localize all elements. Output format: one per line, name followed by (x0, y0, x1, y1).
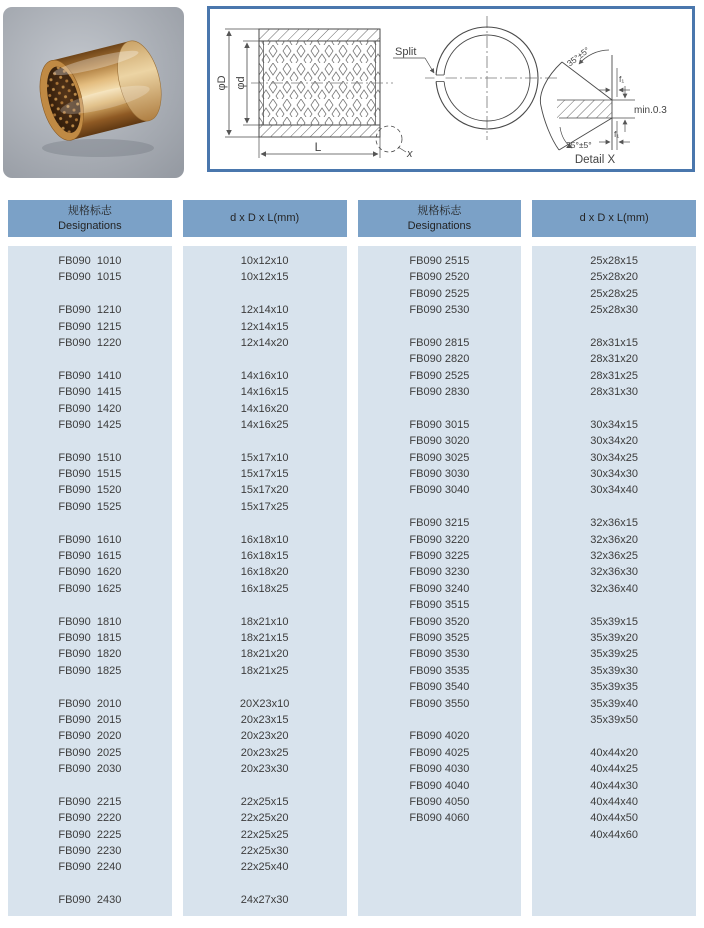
designation-cell: FB090 1220 (58, 336, 122, 349)
designation-cell: FB090 1615 (58, 550, 122, 563)
dimension-cell: 28x31x20 (590, 353, 638, 366)
header-designations-right (358, 200, 522, 237)
designations-column-right (358, 246, 522, 916)
dimension-cell (183, 286, 347, 302)
technical-drawing (207, 6, 695, 172)
dimension-cell: 35x39x15 (590, 615, 638, 628)
dimension-cell: 24x27x30 (240, 894, 289, 907)
dimension-cell (532, 319, 696, 335)
designation-cell: FB090 3020 (409, 435, 470, 448)
header-dimensions-left-label: d x D x L(mm) (230, 212, 300, 225)
designation-cell: FB090 1620 (58, 566, 122, 579)
designation-cell: FB090 3525 (409, 631, 470, 644)
inner-diameter-label: φd (235, 76, 247, 90)
dimension-cell: 14x16x20 (240, 402, 289, 415)
dimension-cell: 15x17x25 (240, 500, 289, 513)
dimension-cell: 30x34x25 (590, 451, 638, 464)
designation-cell: FB090 1410 (58, 369, 122, 382)
end-view (393, 16, 559, 140)
designation-cell: FB090 3240 (409, 582, 470, 595)
designation-cell (8, 433, 172, 449)
designation-cell: FB090 1510 (58, 451, 122, 464)
designation-cell: FB090 1610 (58, 533, 122, 546)
dimension-cell: 32x36x20 (590, 533, 638, 546)
dimension-cell: 32x36x25 (590, 550, 638, 563)
designation-cell: FB090 2515 (409, 255, 470, 267)
dimension-cell: 28x31x25 (590, 369, 638, 382)
designation-cell (8, 597, 172, 613)
designation-cell: FB090 2030 (58, 763, 122, 776)
dimension-cell: 40x44x60 (590, 828, 638, 841)
dimension-cell (532, 597, 696, 613)
dimension-cell (532, 859, 696, 875)
dimension-cell: 14x16x15 (240, 386, 289, 399)
dimension-cell (183, 597, 347, 613)
designation-cell (8, 679, 172, 695)
designation-cell (358, 712, 522, 728)
designation-cell: FB090 2225 (58, 828, 122, 841)
designation-cell: FB090 1425 (58, 418, 122, 431)
designation-cell (358, 827, 522, 843)
designation-cell: FB090 4050 (409, 795, 470, 808)
designation-cell: FB090 2525 (409, 287, 470, 300)
designation-cell: FB090 2820 (409, 353, 470, 366)
header-designations-right-zh: 规格标志 (417, 205, 462, 218)
dimension-cell (183, 351, 347, 367)
designation-cell: FB090 3520 (409, 615, 470, 628)
designation-cell: FB090 1820 (58, 648, 122, 661)
dimension-cell (183, 876, 347, 892)
designation-cell: FB090 2830 (409, 386, 470, 399)
dimension-cell: 14x16x25 (240, 418, 289, 431)
designation-cell: FB090 1420 (58, 402, 122, 415)
dimension-cell: 28x31x30 (590, 386, 638, 399)
designation-cell: FB090 2525 (409, 369, 470, 382)
dimension-cell: 25x28x25 (590, 287, 638, 300)
designation-cell: FB090 3030 (409, 468, 470, 481)
header-designations-right-en: Designations (407, 219, 472, 232)
designation-cell (8, 515, 172, 531)
dimension-cell (532, 843, 696, 859)
designation-cell: FB090 4040 (409, 779, 470, 792)
dimension-cell: 15x17x15 (240, 468, 289, 481)
designation-cell: FB090 1815 (58, 631, 122, 644)
designation-cell (358, 892, 522, 908)
dimension-cell: 25x28x30 (590, 304, 638, 317)
bushing-photo-illustration (3, 7, 184, 178)
table-body (8, 246, 696, 916)
length-label: L (314, 140, 322, 154)
f-top-label: f₁ (619, 74, 625, 84)
outer-diameter-label: φD (216, 75, 228, 91)
designation-cell: FB090 2025 (58, 746, 122, 759)
designation-cell: FB090 1520 (58, 484, 122, 497)
designations-column-left (8, 246, 172, 916)
designation-cell: FB090 2520 (409, 271, 470, 284)
dimension-cell: 18x21x20 (240, 648, 289, 661)
designation-cell: FB090 3015 (409, 418, 470, 431)
designation-cell: FB090 4025 (409, 746, 470, 759)
designation-cell: FB090 3515 (409, 599, 470, 612)
dimension-cell: 35x39x35 (590, 681, 638, 694)
designation-cell (358, 876, 522, 892)
designation-cell: FB090 1415 (58, 386, 122, 399)
designation-cell: FB090 3530 (409, 648, 470, 661)
detail-marker-label: x (407, 148, 413, 160)
designation-cell: FB090 1215 (58, 320, 122, 333)
dimension-cell: 40x44x40 (590, 795, 638, 808)
designation-cell: FB090 2010 (58, 697, 122, 710)
designation-cell: FB090 1015 (58, 271, 122, 284)
designation-cell: FB090 3025 (409, 451, 470, 464)
bottom-chamfer-angle-label: 25°±5° (566, 140, 592, 150)
dimension-cell: 18x21x25 (240, 664, 289, 677)
dimension-cell (183, 778, 347, 794)
top-chamfer-angle-label: 35°±5° (564, 44, 592, 69)
dimension-cell: 20x23x20 (240, 730, 289, 743)
designation-cell: FB090 1515 (58, 468, 122, 481)
designation-cell: FB090 2215 (58, 795, 122, 808)
designation-cell: FB090 3215 (409, 517, 470, 530)
dimension-cell: 18x21x15 (240, 631, 289, 644)
split-label: Split (395, 46, 417, 58)
product-photo (3, 7, 184, 178)
designation-cell: FB090 2240 (58, 861, 122, 874)
dimensions-column-right (532, 246, 696, 916)
dimension-cell: 20x23x30 (240, 763, 289, 776)
designation-cell: FB090 1010 (58, 255, 122, 267)
designation-cell: FB090 2530 (409, 304, 470, 317)
dimension-cell: 22x25x15 (240, 795, 289, 808)
header-dimensions-right (532, 200, 696, 237)
dimension-cell: 20X23x10 (239, 697, 290, 710)
designation-cell: FB090 3225 (409, 550, 470, 563)
dimension-cell: 32x36x15 (590, 517, 638, 530)
dimension-cell (532, 892, 696, 908)
dimension-cell: 20x23x15 (240, 713, 289, 726)
designation-cell: FB090 3535 (409, 664, 470, 677)
designation-cell (358, 319, 522, 335)
dimension-cell: 35x39x50 (590, 713, 638, 726)
dimension-cell: 22x25x40 (240, 861, 289, 874)
dimension-cell: 30x34x15 (590, 418, 638, 431)
designation-cell: FB090 2020 (58, 730, 122, 743)
dimension-cell: 10x12x10 (240, 255, 289, 267)
dimension-cell (532, 728, 696, 744)
dimension-cell: 15x17x20 (240, 484, 289, 497)
dimension-cell: 30x34x40 (590, 484, 638, 497)
table-header-row (8, 200, 696, 237)
designation-cell: FB090 2430 (58, 894, 122, 907)
dimension-cell: 12x14x15 (240, 320, 289, 333)
dimension-cell: 22x25x20 (240, 812, 289, 825)
dimension-cell (183, 679, 347, 695)
header-dimensions-right-label: d x D x L(mm) (579, 212, 649, 225)
header-designations-left-zh: 规格标志 (67, 205, 112, 218)
dimension-cell: 10x12x15 (240, 271, 289, 284)
f-bottom-label: f₁ (614, 129, 620, 139)
front-section-view (225, 29, 406, 158)
dimension-cell: 20x23x25 (240, 746, 289, 759)
dimension-cell: 12x14x20 (240, 336, 289, 349)
dimensions-column-left (183, 246, 347, 916)
designation-cell: FB090 3540 (409, 681, 470, 694)
dimension-cell: 18x21x10 (240, 615, 289, 628)
designation-cell: FB090 4030 (409, 763, 470, 776)
designation-cell: FB090 2230 (58, 845, 122, 858)
drawing-canvas (210, 9, 692, 169)
dimension-cell: 28x31x15 (590, 336, 638, 349)
designation-cell: FB090 1210 (58, 304, 122, 317)
dimension-cell: 35x39x20 (590, 631, 638, 644)
dimension-cell (532, 401, 696, 417)
designation-cell: FB090 1625 (58, 582, 122, 595)
dimension-cell: 40x44x25 (590, 763, 638, 776)
dimension-cell: 16x18x20 (240, 566, 289, 579)
designation-cell: FB090 3040 (409, 484, 470, 497)
dimension-cell: 35x39x25 (590, 648, 638, 661)
dimension-cell: 35x39x40 (590, 697, 638, 710)
header-dimensions-left (183, 200, 347, 237)
designation-cell (358, 401, 522, 417)
designation-cell (8, 351, 172, 367)
designation-cell: FB090 4060 (409, 812, 470, 825)
split-gap (435, 75, 446, 82)
designation-cell (8, 876, 172, 892)
designation-cell: FB090 2220 (58, 812, 122, 825)
dimension-cell: 30x34x20 (590, 435, 638, 448)
designation-cell: FB090 2815 (409, 336, 470, 349)
spec-table (8, 200, 696, 916)
bushing-shadow (42, 139, 154, 157)
dimension-cell: 16x18x10 (240, 533, 289, 546)
dimension-cell: 25x28x20 (590, 271, 638, 284)
dimension-cell (183, 433, 347, 449)
dimension-cell: 16x18x25 (240, 582, 289, 595)
dimension-cell (532, 876, 696, 892)
dimension-cell (532, 499, 696, 515)
dimension-cell: 22x25x25 (240, 828, 289, 841)
dimension-cell: 30x34x30 (590, 468, 638, 481)
header-designations-left (8, 200, 172, 237)
dimension-cell (183, 515, 347, 531)
designation-cell: FB090 1810 (58, 615, 122, 628)
dimension-cell: 15x17x10 (240, 451, 289, 464)
designation-cell: FB090 3230 (409, 566, 470, 579)
designation-cell: FB090 3220 (409, 533, 470, 546)
dimension-cell: 32x36x40 (590, 582, 638, 595)
min-thickness-label: min.0.3 (634, 105, 667, 116)
designation-cell: FB090 1825 (58, 664, 122, 677)
designation-cell (358, 499, 522, 515)
dimension-cell: 32x36x30 (590, 566, 638, 579)
dimension-cell: 40x44x30 (590, 779, 638, 792)
designation-cell: FB090 1525 (58, 500, 122, 513)
designation-cell (358, 859, 522, 875)
designation-cell (8, 778, 172, 794)
designation-cell: FB090 2015 (58, 713, 122, 726)
detail-caption: Detail X (574, 154, 616, 166)
dimension-cell: 40x44x20 (590, 746, 638, 759)
dimension-cell: 22x25x30 (240, 845, 289, 858)
designation-cell (8, 286, 172, 302)
dimension-cell: 40x44x50 (590, 812, 638, 825)
designation-cell: FB090 3550 (409, 697, 470, 710)
dimension-cell: 14x16x10 (240, 369, 289, 382)
header-designations-left-en: Designations (58, 219, 122, 232)
designation-cell: FB090 4020 (409, 730, 470, 743)
dimension-cell: 35x39x30 (590, 664, 638, 677)
dimension-cell: 16x18x15 (240, 550, 289, 563)
dimension-cell: 12x14x10 (240, 304, 289, 317)
dimension-cell: 25x28x15 (590, 255, 638, 267)
detail-x-view (540, 50, 635, 150)
designation-cell (358, 843, 522, 859)
